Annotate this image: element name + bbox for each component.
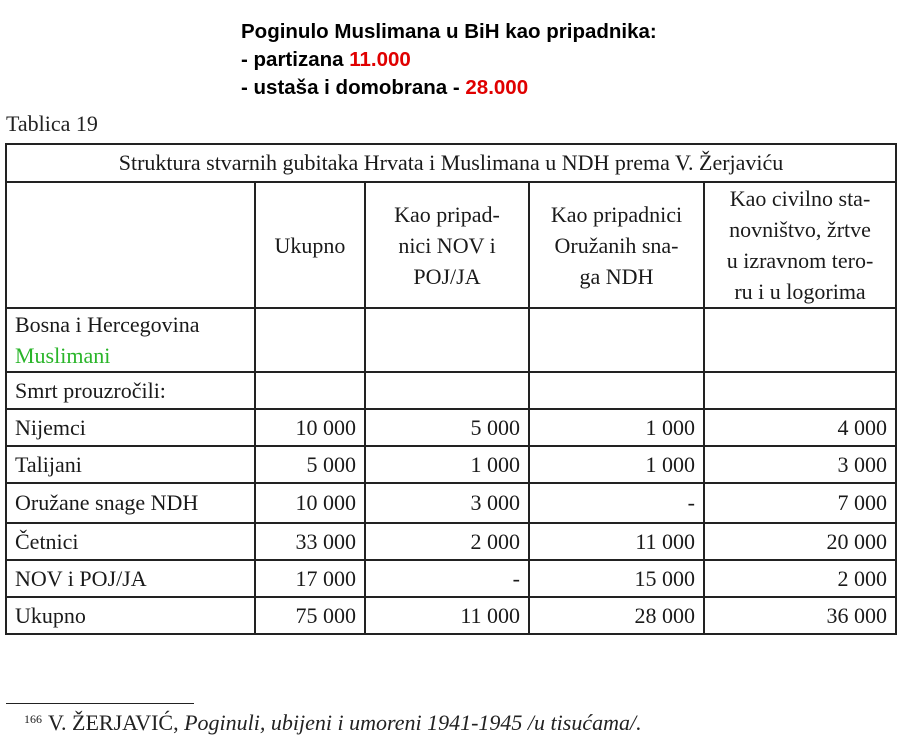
table-row — [6, 560, 896, 597]
table-caption: Tablica 19 — [6, 111, 98, 136]
header-empty — [6, 182, 255, 308]
data-rows — [6, 409, 896, 634]
table-row — [6, 409, 896, 446]
row-value: 10 000 — [255, 483, 365, 523]
caused-by-label: Smrt prouzročili: — [6, 372, 255, 409]
header-nov-poj: Kao pripad- nici NOV i POJ/JA — [365, 182, 529, 308]
row-value: 11 000 — [529, 523, 704, 560]
row-value: 15 000 — [529, 560, 704, 597]
region-row — [6, 308, 896, 372]
footnote-number: 166 — [24, 712, 42, 726]
row-label: Četnici — [6, 523, 255, 560]
row-value: 5 000 — [255, 446, 365, 483]
header-total: Ukupno — [255, 182, 365, 308]
footnote — [24, 710, 642, 736]
row-value: 10 000 — [255, 409, 365, 446]
region-cell — [6, 308, 255, 372]
row-value: 2 000 — [704, 560, 896, 597]
footnote-title: Poginuli, ubijeni i umoreni 1941-1945 /u tisućama/. — [184, 710, 642, 735]
row-value: 4 000 — [704, 409, 896, 446]
summary-heading — [241, 18, 657, 102]
row-value: 17 000 — [255, 560, 365, 597]
table-row — [6, 446, 896, 483]
row-value: 75 000 — [255, 597, 365, 634]
row-value: 36 000 — [704, 597, 896, 634]
row-value: 3 000 — [365, 483, 529, 523]
row-value: 11 000 — [365, 597, 529, 634]
row-value: 1 000 — [529, 409, 704, 446]
row-value: 3 000 — [704, 446, 896, 483]
row-value: - — [529, 483, 704, 523]
row-value: 5 000 — [365, 409, 529, 446]
summary-line-3-prefix: - ustaša i domobrana - — [241, 76, 466, 99]
losses-table — [5, 143, 897, 635]
row-value: 1 000 — [365, 446, 529, 483]
header-ndh-forces: Kao pripadnici Oružanih sna- ga NDH — [529, 182, 704, 308]
region-label: Bosna i Hercegovina — [15, 312, 200, 337]
summary-line-3 — [241, 74, 657, 102]
row-value: 28 000 — [529, 597, 704, 634]
row-value: - — [365, 560, 529, 597]
table-title: Struktura stvarnih gubitaka Hrvata i Muslimana u NDH prema V. Žerjaviću — [6, 144, 896, 182]
caused-by-row — [6, 372, 896, 409]
table-row — [6, 523, 896, 560]
row-value: 20 000 — [704, 523, 896, 560]
ustase-count: 28.000 — [465, 76, 529, 99]
table-row — [6, 483, 896, 523]
summary-line-2-prefix: - partizana — [241, 48, 350, 71]
table-header-row — [6, 182, 896, 308]
row-label: NOV i POJ/JA — [6, 560, 255, 597]
partisan-count: 11.000 — [349, 48, 411, 71]
footnote-author: V. ŽERJAVIĆ, — [48, 710, 185, 735]
row-label: Nijemci — [6, 409, 255, 446]
summary-line-1: Poginulo Muslimana u BiH kao pripadnika: — [241, 20, 657, 43]
row-label: Talijani — [6, 446, 255, 483]
summary-line-2 — [241, 46, 657, 74]
row-label: Ukupno — [6, 597, 255, 634]
footnote-rule — [6, 703, 194, 704]
group-label: Muslimani — [15, 343, 111, 368]
row-value: 2 000 — [365, 523, 529, 560]
row-value: 1 000 — [529, 446, 704, 483]
table-row — [6, 597, 896, 634]
header-civilians: Kao civilno sta- novništvo, žrtve u izravnom tero- ru i u logorima — [704, 182, 896, 308]
row-value: 33 000 — [255, 523, 365, 560]
row-label: Oružane snage NDH — [6, 483, 255, 523]
row-value: 7 000 — [704, 483, 896, 523]
